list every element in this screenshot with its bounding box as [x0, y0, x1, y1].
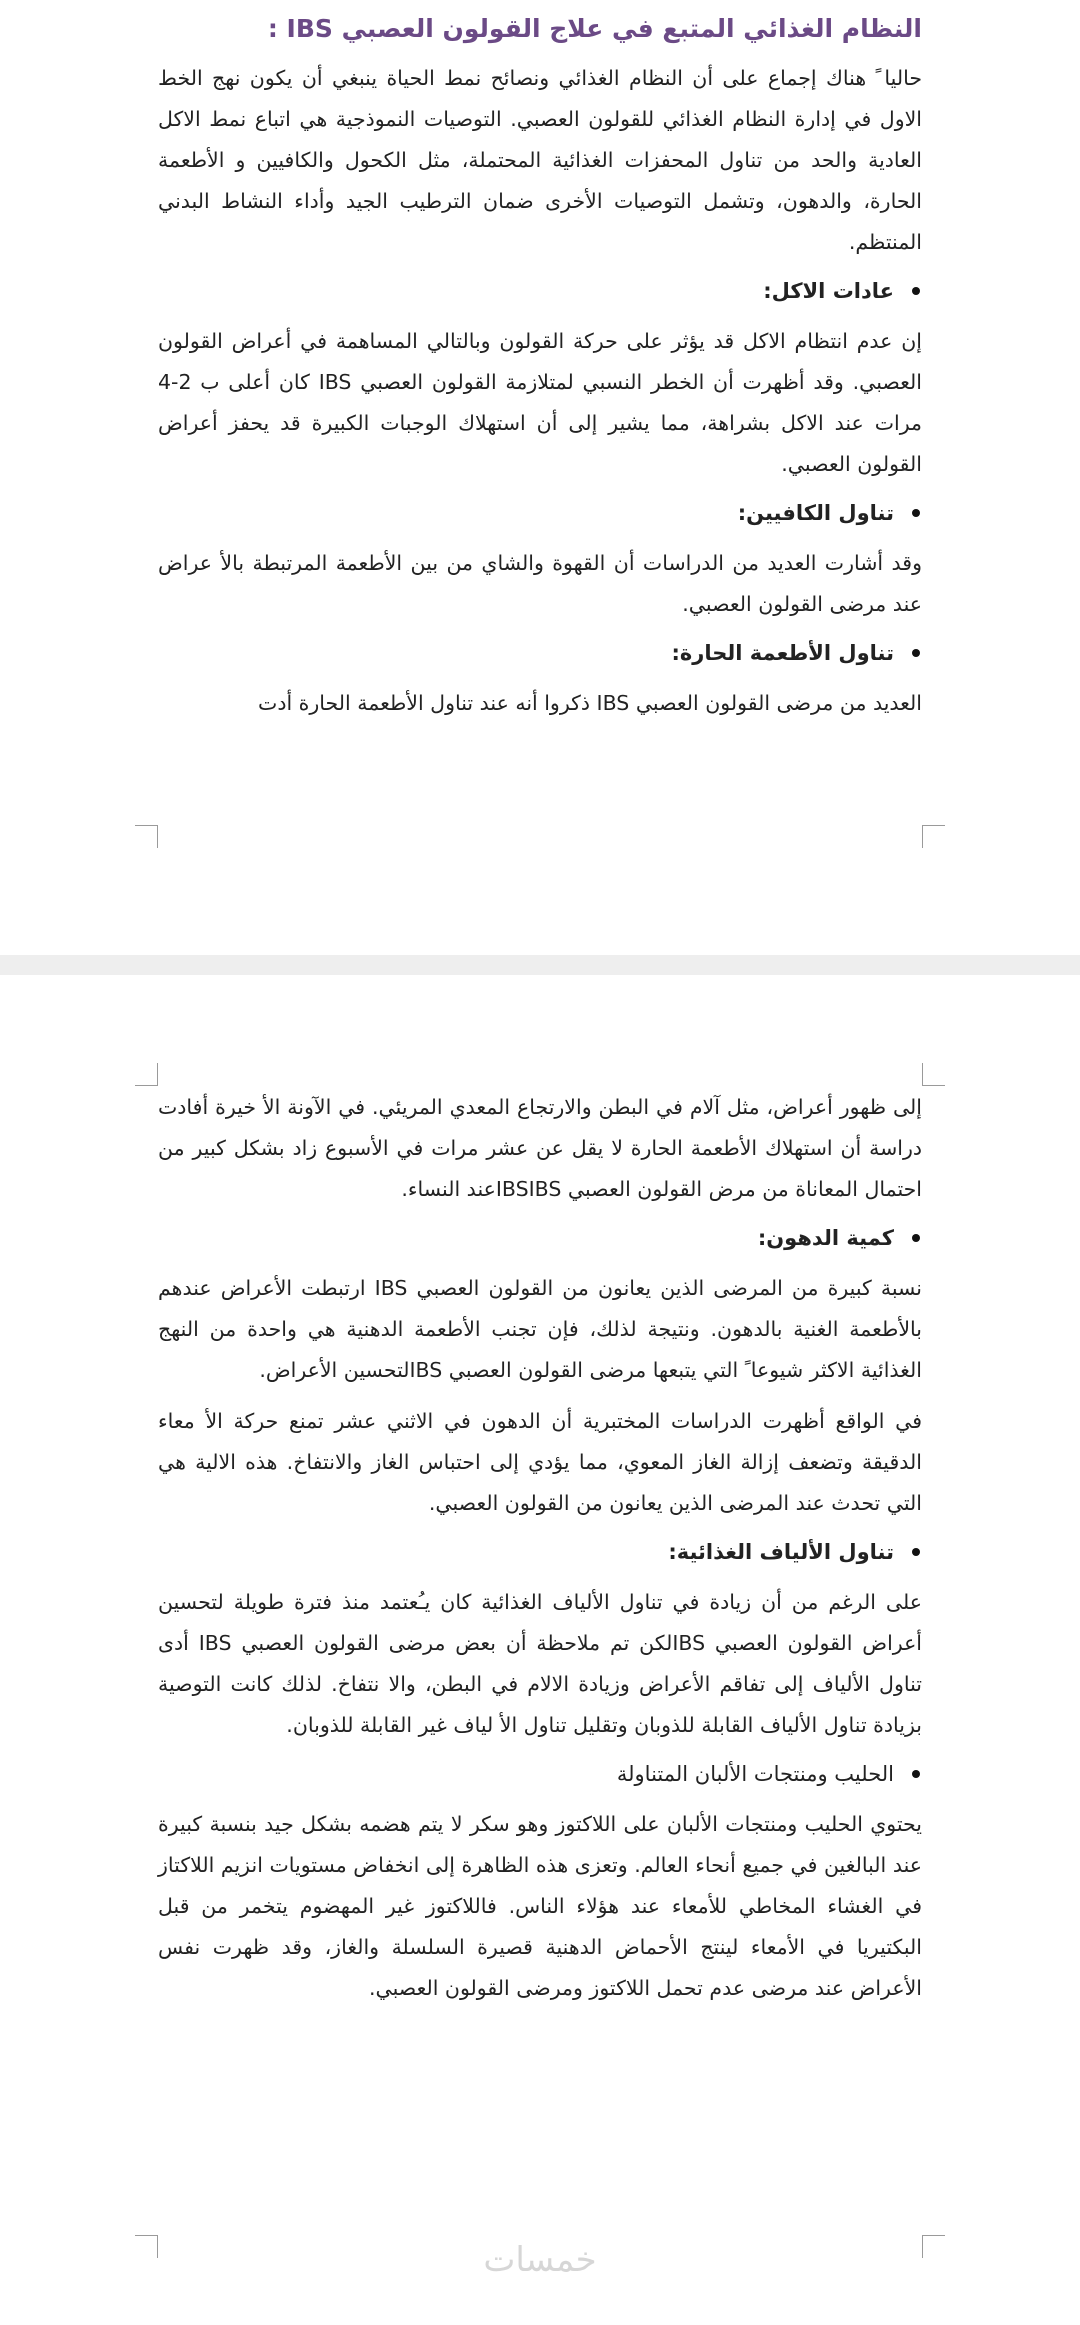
page-corner-mark — [135, 825, 158, 848]
spicy-food-bullet — [158, 633, 922, 673]
fat-paragraph-2: في الواقع أظهرت الدراسات المختبرية أن الدهون في الاثني عشر تمنع حركة الأ معاء الدقيقة وتضعف إزالة الغاز المعوي، مما يؤدي إلى احتباس الغاز والانتفاخ. هذه الالية هي التي تحدث عند المرضى الذين يعانون من القولون العصبي. — [158, 1409, 922, 1515]
bullet-dot-icon — [912, 509, 920, 517]
document-page-1 — [0, 0, 1080, 955]
milk-paragraph: يحتوي الحليب ومنتجات الألبان على اللاكتوز وهو سكر لا يتم هضمه بشكل جيد بنسبة كبيرة عند البالغين في جميع أنحاء العالم. وتعزى هذه الظاهرة إلى انخفاض مستويات انزيم اللاكتاز في الغشاء المخاطي للأمعاء عند هؤلاء الناس. فاللاكتوز غير المهضوم يتخمر من قبل البكتيريا في الأمعاء لينتج الأحماض الدهنية قصيرة السلسلة والغاز، وقد ظهرت نفس الأعراض عند مرضى عدم تحمل اللاكتوز ومرضى القولون العصبي. — [158, 1812, 922, 2000]
page-2-content — [158, 1087, 922, 2009]
bullet-dot-icon — [912, 1548, 920, 1556]
page-corner-mark — [135, 1063, 158, 1086]
fat-bullet — [158, 1218, 922, 1258]
document-title: النظام الغذائي المتبع في علاج القولون العصبي IBS : — [267, 14, 922, 43]
document-page-2 — [0, 975, 1080, 2325]
page-1-content — [158, 12, 922, 724]
bullet-dot-icon — [912, 287, 920, 295]
caffeine-bullet — [158, 493, 922, 533]
fat-heading: كمية الدهون: — [757, 1226, 894, 1250]
spicy-food-paragraph-start: العديد من مرضى القولون العصبي IBS ذكروا أنه عند تناول الأطعمة الحارة أدت — [258, 691, 922, 715]
watermark-logo: خمسات — [483, 2240, 597, 2280]
spicy-food-heading: تناول الأطعمة الحارة: — [671, 641, 894, 665]
eating-habits-bullet — [158, 271, 922, 311]
eating-habits-heading: عادات الاكل: — [763, 279, 894, 303]
caffeine-heading: تناول الكافيين: — [737, 501, 894, 525]
intro-paragraph: حاليا ً هناك إجماع على أن النظام الغذائي ونصائح نمط الحياة ينبغي أن يكون نهج الخط الاول في إدارة النظام الغذائي للقولون العصبي. التوصيات النموذجية هي اتباع نمط الاكل العادية والحد من تناول المحفزات الغذائية المحتملة، مثل الكحول والكافيين و الأطعمة الحارة، والدهون، وتشمل التوصيات الأخرى ضمان الترطيب الجيد وأداء النشاط البدني المنتظم. — [158, 66, 922, 254]
eating-habits-paragraph: إن عدم انتظام الاكل قد يؤثر على حركة القولون وبالتالي المساهمة في أعراض القولون العصبي. وقد أظهرت أن الخطر النسبي لمتلازمة القولون العصبي IBS كان أعلى ب 2-4 مرات عند الاكل بشراهة، مما يشير إلى أن استهلاك الوجبات الكبيرة قد يحفز أعراض القولون العصبي. — [158, 329, 922, 476]
caffeine-paragraph: وقد أشارت العديد من الدراسات أن القهوة والشاي من بين الأطعمة المرتبطة بالأ عراض عند مرضى القولون العصبي. — [158, 551, 922, 616]
page-separator — [0, 955, 1080, 975]
milk-bullet — [158, 1754, 922, 1794]
fiber-heading: تناول الألياف الغذائية: — [668, 1540, 894, 1564]
page-corner-mark — [922, 825, 945, 848]
spicy-food-paragraph-continued: إلى ظهور أعراض، مثل آلام في البطن والارتجاع المعدي المريئي. في الآونة الأ خيرة أفادت دراسة أن استهلاك الأطعمة الحارة لا يقل عن عشر مرات في الأسبوع زاد بشكل كبير من احتمال المعاناة من مرض القولون العصبي IBSIBSعند النساء. — [158, 1095, 922, 1201]
bullet-dot-icon — [912, 1770, 920, 1778]
bullet-dot-icon — [912, 1234, 920, 1242]
fiber-bullet — [158, 1532, 922, 1572]
bullet-dot-icon — [912, 649, 920, 657]
milk-heading: الحليب ومنتجات الألبان المتناولة — [616, 1762, 894, 1786]
fiber-paragraph: على الرغم من أن زيادة في تناول الألياف الغذائية كان يـُعتمد منذ فترة طويلة لتحسين أعراض القولون العصبي IBSلكن تم ملاحظة أن بعض مرضى القولون العصبي IBS أدى تناول الألياف إلى تفاقم الأعراض وزيادة الالام في البطن، والا نتفاخ. لذلك كانت التوصية بزيادة تناول الألياف القابلة للذوبان وتقليل تناول الأ لياف غير القابلة للذوبان. — [158, 1590, 923, 1737]
fat-paragraph-1: نسبة كبيرة من المرضى الذين يعانون من القولون العصبي IBS ارتبطت الأعراض عندهم بالأطعمة الغنية بالدهون. ونتيجة لذلك، فإن تجنب الأطعمة الدهنية هي واحدة من النهج الغذائية الاكثر شيوعا ً التي يتبعها مرضى القولون العصبي IBSلتحسين الأعراض. — [158, 1276, 922, 1382]
page-corner-mark — [922, 1063, 945, 1086]
